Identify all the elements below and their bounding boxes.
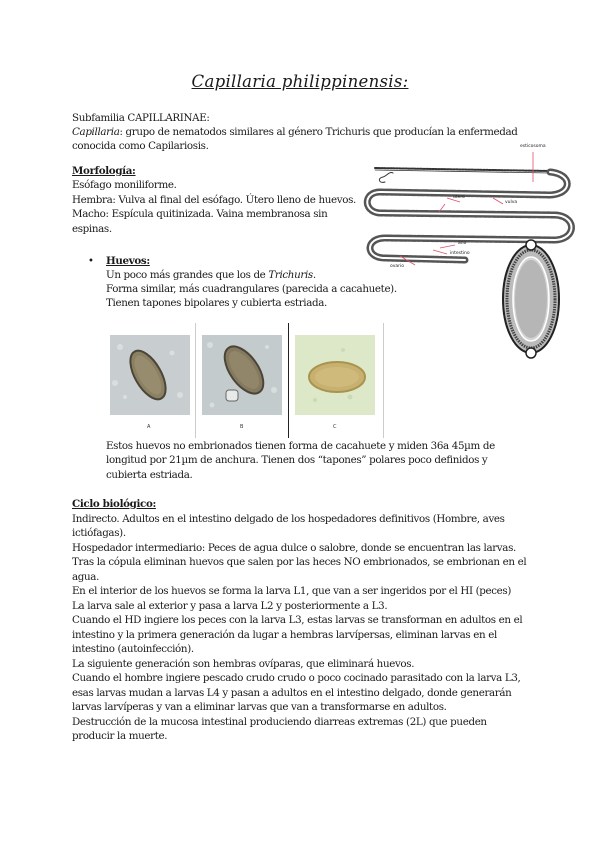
photo-divider [383,323,384,438]
huevos-line: Forma similar, más cuadrangulares (parecida a cacahuete). [106,283,397,295]
photo-caption-c: C [333,424,337,430]
genus-description: : grupo de nematodos similares al género Trichuris que producían la enfermedad [119,126,518,138]
photo-divider [195,323,196,438]
page-title: Capillaria philippinensis: [191,72,409,91]
photo-caption-b: B [240,424,244,430]
label-intestino: intestino [450,251,470,256]
egg-image-b [202,335,282,415]
huevos-description: Estos huevos no embrionados tienen forma de cacahuete y miden 36a 45µm de [106,440,495,452]
ciclo-heading: Ciclo biológico: [72,498,156,510]
morfologia-line: Hembra: Vulva al final del esófago. Útero lleno de huevos. [72,194,356,206]
ciclo-line: Tras la cópula eliminan huevos que salen por las heces NO embrionados, se embrionan en el [72,556,527,568]
ciclo-line: Cuando el hombre ingiere pescado crudo crudo o poco cocinado parasitado con la larva L3, [72,672,521,684]
ciclo-line: Indirecto. Adultos en el intestino delgado de los hospedadores definitivos (Hombre, aves [72,513,505,525]
ciclo-line: Destrucción de la mucosa intestinal produciendo diarreas extremas (2L) que pueden [72,716,487,728]
ciclo-line: Cuando el HD ingiere los peces con la larva L3, estas larvas se transforman en adultos en el [72,614,523,626]
ciclo-line: producir la muerte. [72,730,168,742]
egg-photos [100,318,390,438]
label-esticosoma: esticosoma [520,144,546,149]
ciclo-line: larvas larvíperas y van a eliminar larvas que van a transformarse en adultos. [72,701,447,713]
subfamily-line: Subfamilia CAPILLARINAE: [72,112,210,124]
ciclo-line: esas larvas mudan a larvas L4 y pasan a adultos en el intestino delgado, donde generarán [72,687,512,699]
huevos-heading: Huevos: [106,255,150,267]
ciclo-line: Hospedador intermediario: Peces de agua dulce o salobre, donde se encuentran las larvas. [72,542,516,554]
ciclo-line: La larva sale al exterior y pasa a larva L2 y posteriormente a L3. [72,600,388,612]
ciclo-line: En el interior de los huevos se forma la larva L1, que van a ser ingeridos por el HI (peces) [72,585,512,597]
label-vulva: vulva [505,200,518,205]
ciclo-line: ictiófagas). [72,527,126,539]
photo-divider [288,323,289,438]
label-ovario: ovario [390,264,405,269]
egg-photo-a [110,335,190,415]
egg-drawing [500,235,562,363]
genus-line-2: conocida como Capilariosis. [72,140,209,152]
huevos-line1-text: Un poco más grandes que los de [106,269,269,281]
genus-line [72,125,518,140]
ciclo-line: intestino y la primera generación da lugar a hembras larvípersas, eliminan larvas en el [72,629,497,641]
morfologia-heading: Morfología: [72,165,136,177]
egg-photo-b [202,335,282,415]
label-utero: útero [453,195,465,200]
bullet-icon: • [88,256,94,267]
egg-image-c [295,335,375,415]
morfologia-line: Macho: Espícula quitinizada. Vaina membranosa sin [72,208,328,220]
huevos-description: cubierta estriada. [106,469,193,481]
huevos-line: Tienen tapones bipolares y cubierta estriada. [106,297,327,309]
egg-illustration [500,235,562,363]
ciclo-line: intestino (autoinfección). [72,643,194,655]
huevos-line [106,268,316,283]
huevos-description: longitud por 21µm de anchura. Tienen dos “tapones” polares poco definidos y [106,454,488,466]
huevos-line1-end: . [312,269,316,281]
morfologia-line: Esófago moniliforme. [72,179,177,191]
egg-image-a [110,335,190,415]
label-ano: ano [458,241,467,246]
genus-name: Capillaria [72,126,120,138]
ciclo-line: La siguiente generación son hembras ovíparas, que eliminará huevos. [72,658,415,670]
photo-caption-a: A [147,424,151,430]
trichuris-name: Trichuris [268,269,313,281]
morfologia-line: espinas. [72,223,112,235]
ciclo-line: agua. [72,571,100,583]
egg-photo-c [295,335,375,415]
